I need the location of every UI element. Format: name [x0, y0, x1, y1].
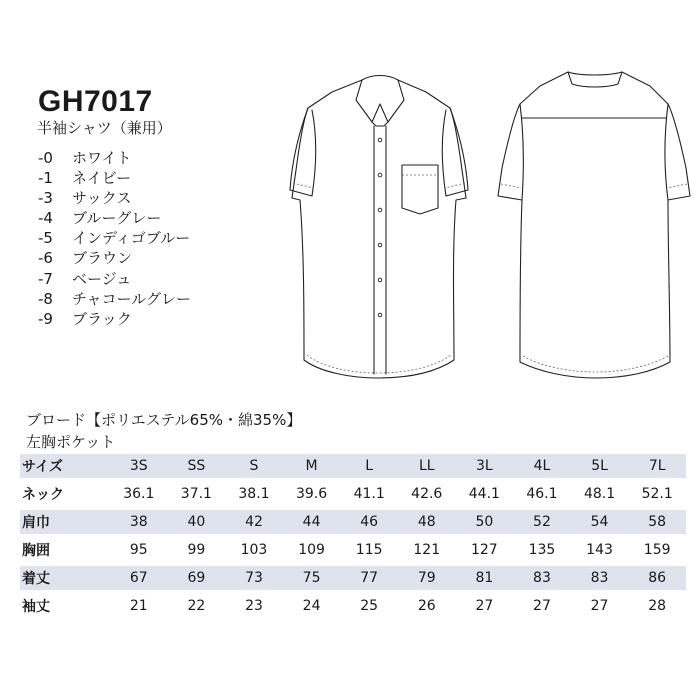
table-cell: 83 — [571, 564, 629, 592]
size-header-cell: 5L — [571, 454, 629, 480]
color-item — [38, 168, 191, 188]
table-cell: 67 — [110, 564, 168, 592]
table-cell: 109 — [298, 542, 325, 558]
size-header-cell: 3L — [456, 454, 514, 480]
table-cell: 23 — [245, 598, 263, 614]
row-label: 着丈 — [20, 564, 110, 592]
size-table — [20, 454, 686, 622]
color-name: チャコールグレー — [72, 289, 191, 308]
table-row — [20, 564, 686, 592]
table-cell: 73 — [225, 564, 283, 592]
table-cell: 127 — [470, 542, 498, 558]
table-cell: 26 — [417, 598, 436, 614]
color-code: -4 — [38, 209, 53, 228]
fabric-description: ブロード【ポリエステル65%・綿35%】 — [26, 411, 302, 429]
table-cell: 79 — [398, 564, 456, 592]
size-header-label: サイズ — [20, 454, 110, 480]
table-cell: 44.1 — [468, 486, 500, 502]
color-name: ブルーグレー — [72, 209, 162, 228]
table-cell: 99 — [187, 542, 206, 558]
table-cell: 27 — [590, 598, 609, 614]
table-cell: 36.1 — [123, 486, 155, 502]
table-cell: 39.6 — [295, 486, 328, 502]
table-cell: 69 — [168, 564, 226, 592]
table-cell: 22 — [187, 598, 206, 614]
color-item — [38, 289, 191, 309]
color-code: -6 — [38, 249, 53, 268]
table-cell: 46.1 — [526, 486, 558, 502]
size-header-cell: M — [283, 454, 341, 480]
color-item — [38, 188, 191, 208]
shirt-front-sketch — [290, 76, 468, 379]
color-code: -3 — [38, 189, 53, 208]
table-cell: 86 — [628, 564, 686, 592]
table-cell: 54 — [571, 508, 629, 536]
table-cell: 25 — [360, 598, 379, 614]
color-name: インディゴブルー — [72, 229, 191, 248]
size-header-cell: S — [225, 454, 283, 480]
color-name: ブラック — [72, 309, 132, 328]
table-cell: 48.1 — [583, 486, 616, 502]
table-cell: 38.1 — [238, 486, 270, 502]
color-name: サックス — [72, 189, 132, 208]
table-cell: 83 — [513, 564, 571, 592]
table-cell: 42 — [225, 508, 283, 536]
color-item — [38, 228, 191, 248]
size-header-cell: L — [340, 454, 398, 480]
table-cell: 27 — [533, 598, 551, 614]
size-header-cell: 4L — [513, 454, 571, 480]
table-cell: 38 — [110, 508, 168, 536]
size-header-cell: 3S — [110, 454, 168, 480]
size-header-cell: LL — [398, 454, 456, 480]
color-code: -1 — [38, 169, 53, 188]
table-cell: 44 — [283, 508, 341, 536]
table-cell: 103 — [240, 542, 268, 558]
size-header-cell: SS — [168, 454, 226, 480]
table-cell: 52 — [513, 508, 571, 536]
table-cell: 41.1 — [353, 486, 385, 502]
product-subtitle: 半袖シャツ（兼用） — [37, 119, 172, 137]
shirt-back-sketch — [498, 72, 690, 378]
color-name: ブラウン — [72, 249, 133, 268]
table-cell: 27 — [475, 598, 494, 614]
color-code: -9 — [38, 309, 53, 328]
color-name: ネイビー — [72, 169, 132, 188]
table-row — [20, 592, 686, 620]
table-cell: 159 — [643, 542, 671, 558]
table-cell: 58 — [628, 508, 686, 536]
table-cell: 121 — [413, 542, 441, 558]
color-item — [38, 269, 191, 289]
row-label: 胸囲 — [22, 543, 50, 559]
color-code: -7 — [38, 269, 53, 288]
table-cell: 21 — [129, 598, 148, 614]
color-code: -0 — [38, 149, 53, 167]
table-cell: 28 — [648, 598, 667, 614]
color-item — [38, 248, 191, 268]
table-cell: 50 — [456, 508, 514, 536]
color-name: ベージュ — [72, 269, 132, 288]
table-cell: 77 — [340, 564, 398, 592]
table-row — [20, 536, 686, 564]
table-cell: 143 — [586, 542, 613, 558]
table-cell: 75 — [283, 564, 341, 592]
size-header-cell: 7L — [628, 454, 686, 480]
table-cell: 52.1 — [641, 486, 673, 502]
color-item — [38, 309, 191, 329]
row-label: 肩巾 — [20, 508, 110, 536]
table-row — [20, 508, 686, 536]
pocket-description: 左胸ポケット — [26, 433, 116, 451]
color-item — [38, 148, 191, 168]
size-header-row — [20, 454, 686, 480]
table-cell: 37.1 — [180, 486, 212, 502]
product-model: GH7017 — [38, 85, 153, 118]
color-code: -8 — [38, 289, 53, 308]
table-row — [20, 480, 686, 508]
table-cell: 48 — [398, 508, 456, 536]
table-cell: 81 — [456, 564, 514, 592]
color-code: -5 — [38, 229, 53, 248]
table-cell: 40 — [168, 508, 226, 536]
table-cell: 46 — [340, 508, 398, 536]
table-cell: 95 — [129, 542, 148, 558]
row-label: 袖丈 — [22, 599, 50, 615]
table-cell: 135 — [528, 542, 556, 558]
color-name: ホワイト — [72, 149, 132, 167]
color-item — [38, 208, 191, 228]
row-label: ネック — [22, 487, 64, 503]
table-cell: 42.6 — [411, 486, 443, 502]
table-cell: 115 — [355, 542, 383, 558]
table-cell: 24 — [302, 598, 321, 614]
color-list — [38, 148, 191, 329]
